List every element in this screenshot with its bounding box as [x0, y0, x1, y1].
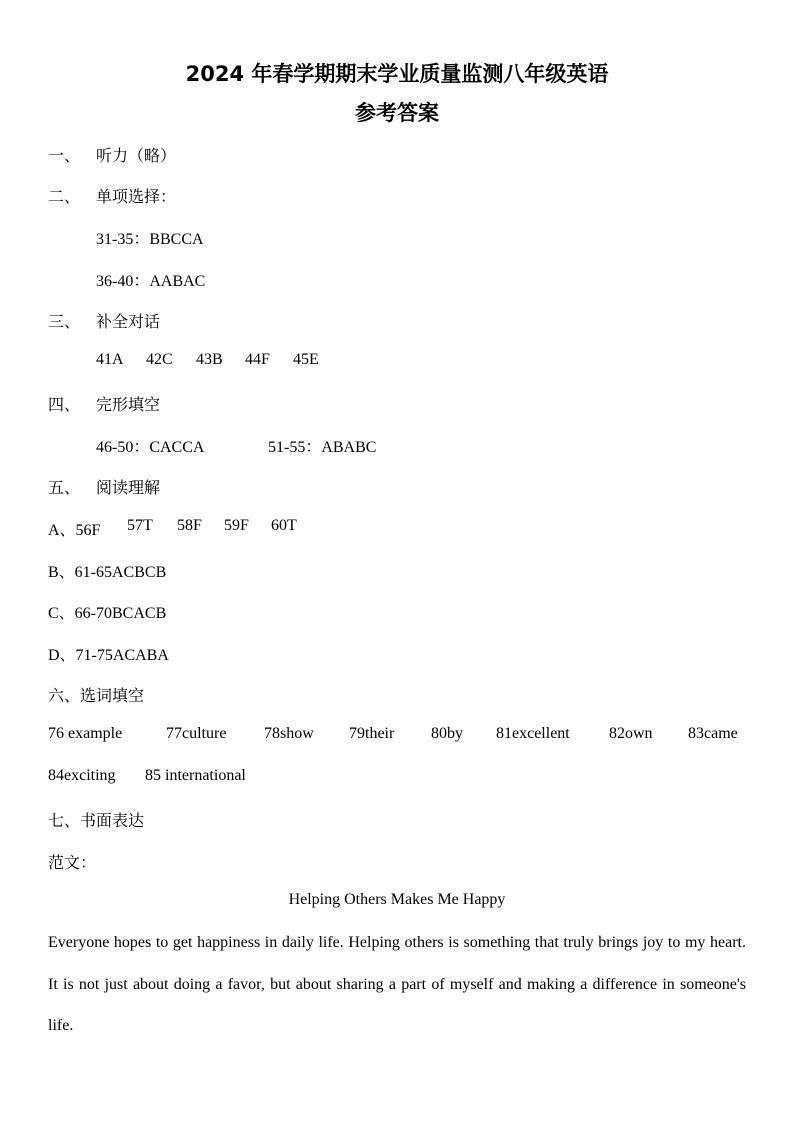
- answer-item: 83came: [688, 725, 738, 742]
- answer-line: B、61-65ACBCB: [48, 564, 167, 581]
- section-number: 一、: [48, 148, 81, 165]
- answer-item: 57T: [127, 517, 153, 534]
- section-4: [48, 392, 160, 415]
- answer-line: D、71-75ACABA: [48, 647, 169, 664]
- answer-line: C、66-70BCACB: [48, 605, 167, 622]
- section-title: 补全对话: [96, 314, 161, 331]
- section-title: 完形填空: [96, 397, 161, 414]
- answer-item: 59F: [224, 517, 249, 534]
- page-subtitle: 参考答案: [355, 101, 439, 125]
- answer-item: 78show: [264, 725, 314, 742]
- section-title: 听力（略）: [96, 148, 177, 165]
- answer-item: 43B: [196, 351, 223, 368]
- answer-row: [48, 517, 328, 537]
- section-title: 阅读理解: [96, 480, 161, 497]
- essay-title: Helping Others Makes Me Happy: [288, 891, 506, 908]
- answer-item: 46-50：CACCA: [96, 439, 205, 456]
- page-title: 2024 年春学期期末学业质量监测八年级英语: [185, 62, 609, 86]
- section-number: 四、: [48, 397, 81, 414]
- answer-item: 84exciting: [48, 767, 116, 784]
- answer-row: [96, 351, 356, 371]
- answer-row: [96, 434, 416, 454]
- sample-label: 范文：: [48, 855, 97, 872]
- section-number: 二、: [48, 189, 81, 206]
- answer-item: 79their: [349, 725, 395, 742]
- section-1: [48, 143, 176, 166]
- answer-item: 45E: [293, 351, 319, 368]
- answer-row: [48, 767, 348, 787]
- answer-item: A、56F: [48, 522, 101, 539]
- essay-body: Everyone hopes to get happiness in daily life. Helping others is something that truly brings joy to my heart. It is not just about doing a favor, but about sharing a part of myself and making a difference in someone's life.: [48, 934, 746, 1034]
- answer-row: [48, 725, 748, 745]
- answer-item: 82own: [609, 725, 653, 742]
- section-6-title: 六、选词填空: [48, 688, 145, 705]
- answer-item: 77culture: [166, 725, 227, 742]
- section-number: 三、: [48, 314, 81, 331]
- answer-item: 85 international: [145, 767, 246, 784]
- answer-item: 58F: [177, 517, 202, 534]
- answer-item: 81excellent: [496, 725, 570, 742]
- section-number: 五、: [48, 480, 81, 497]
- answer-item: 41A: [96, 351, 124, 368]
- section-5: [48, 475, 160, 498]
- section-3: [48, 309, 160, 332]
- answer-item: 80by: [431, 725, 463, 742]
- answer-line: 36-40：AABAC: [96, 273, 206, 290]
- answer-line: 31-35：BBCCA: [96, 231, 204, 248]
- answer-item: 60T: [271, 517, 297, 534]
- answer-item: 76 example: [48, 725, 123, 742]
- answer-item: 51-55：ABABC: [268, 439, 377, 456]
- answer-item: 44F: [245, 351, 270, 368]
- section-title: 单项选择：: [96, 189, 177, 206]
- section-7-title: 七、书面表达: [48, 813, 145, 830]
- answer-item: 42C: [146, 351, 173, 368]
- section-2: [48, 184, 176, 207]
